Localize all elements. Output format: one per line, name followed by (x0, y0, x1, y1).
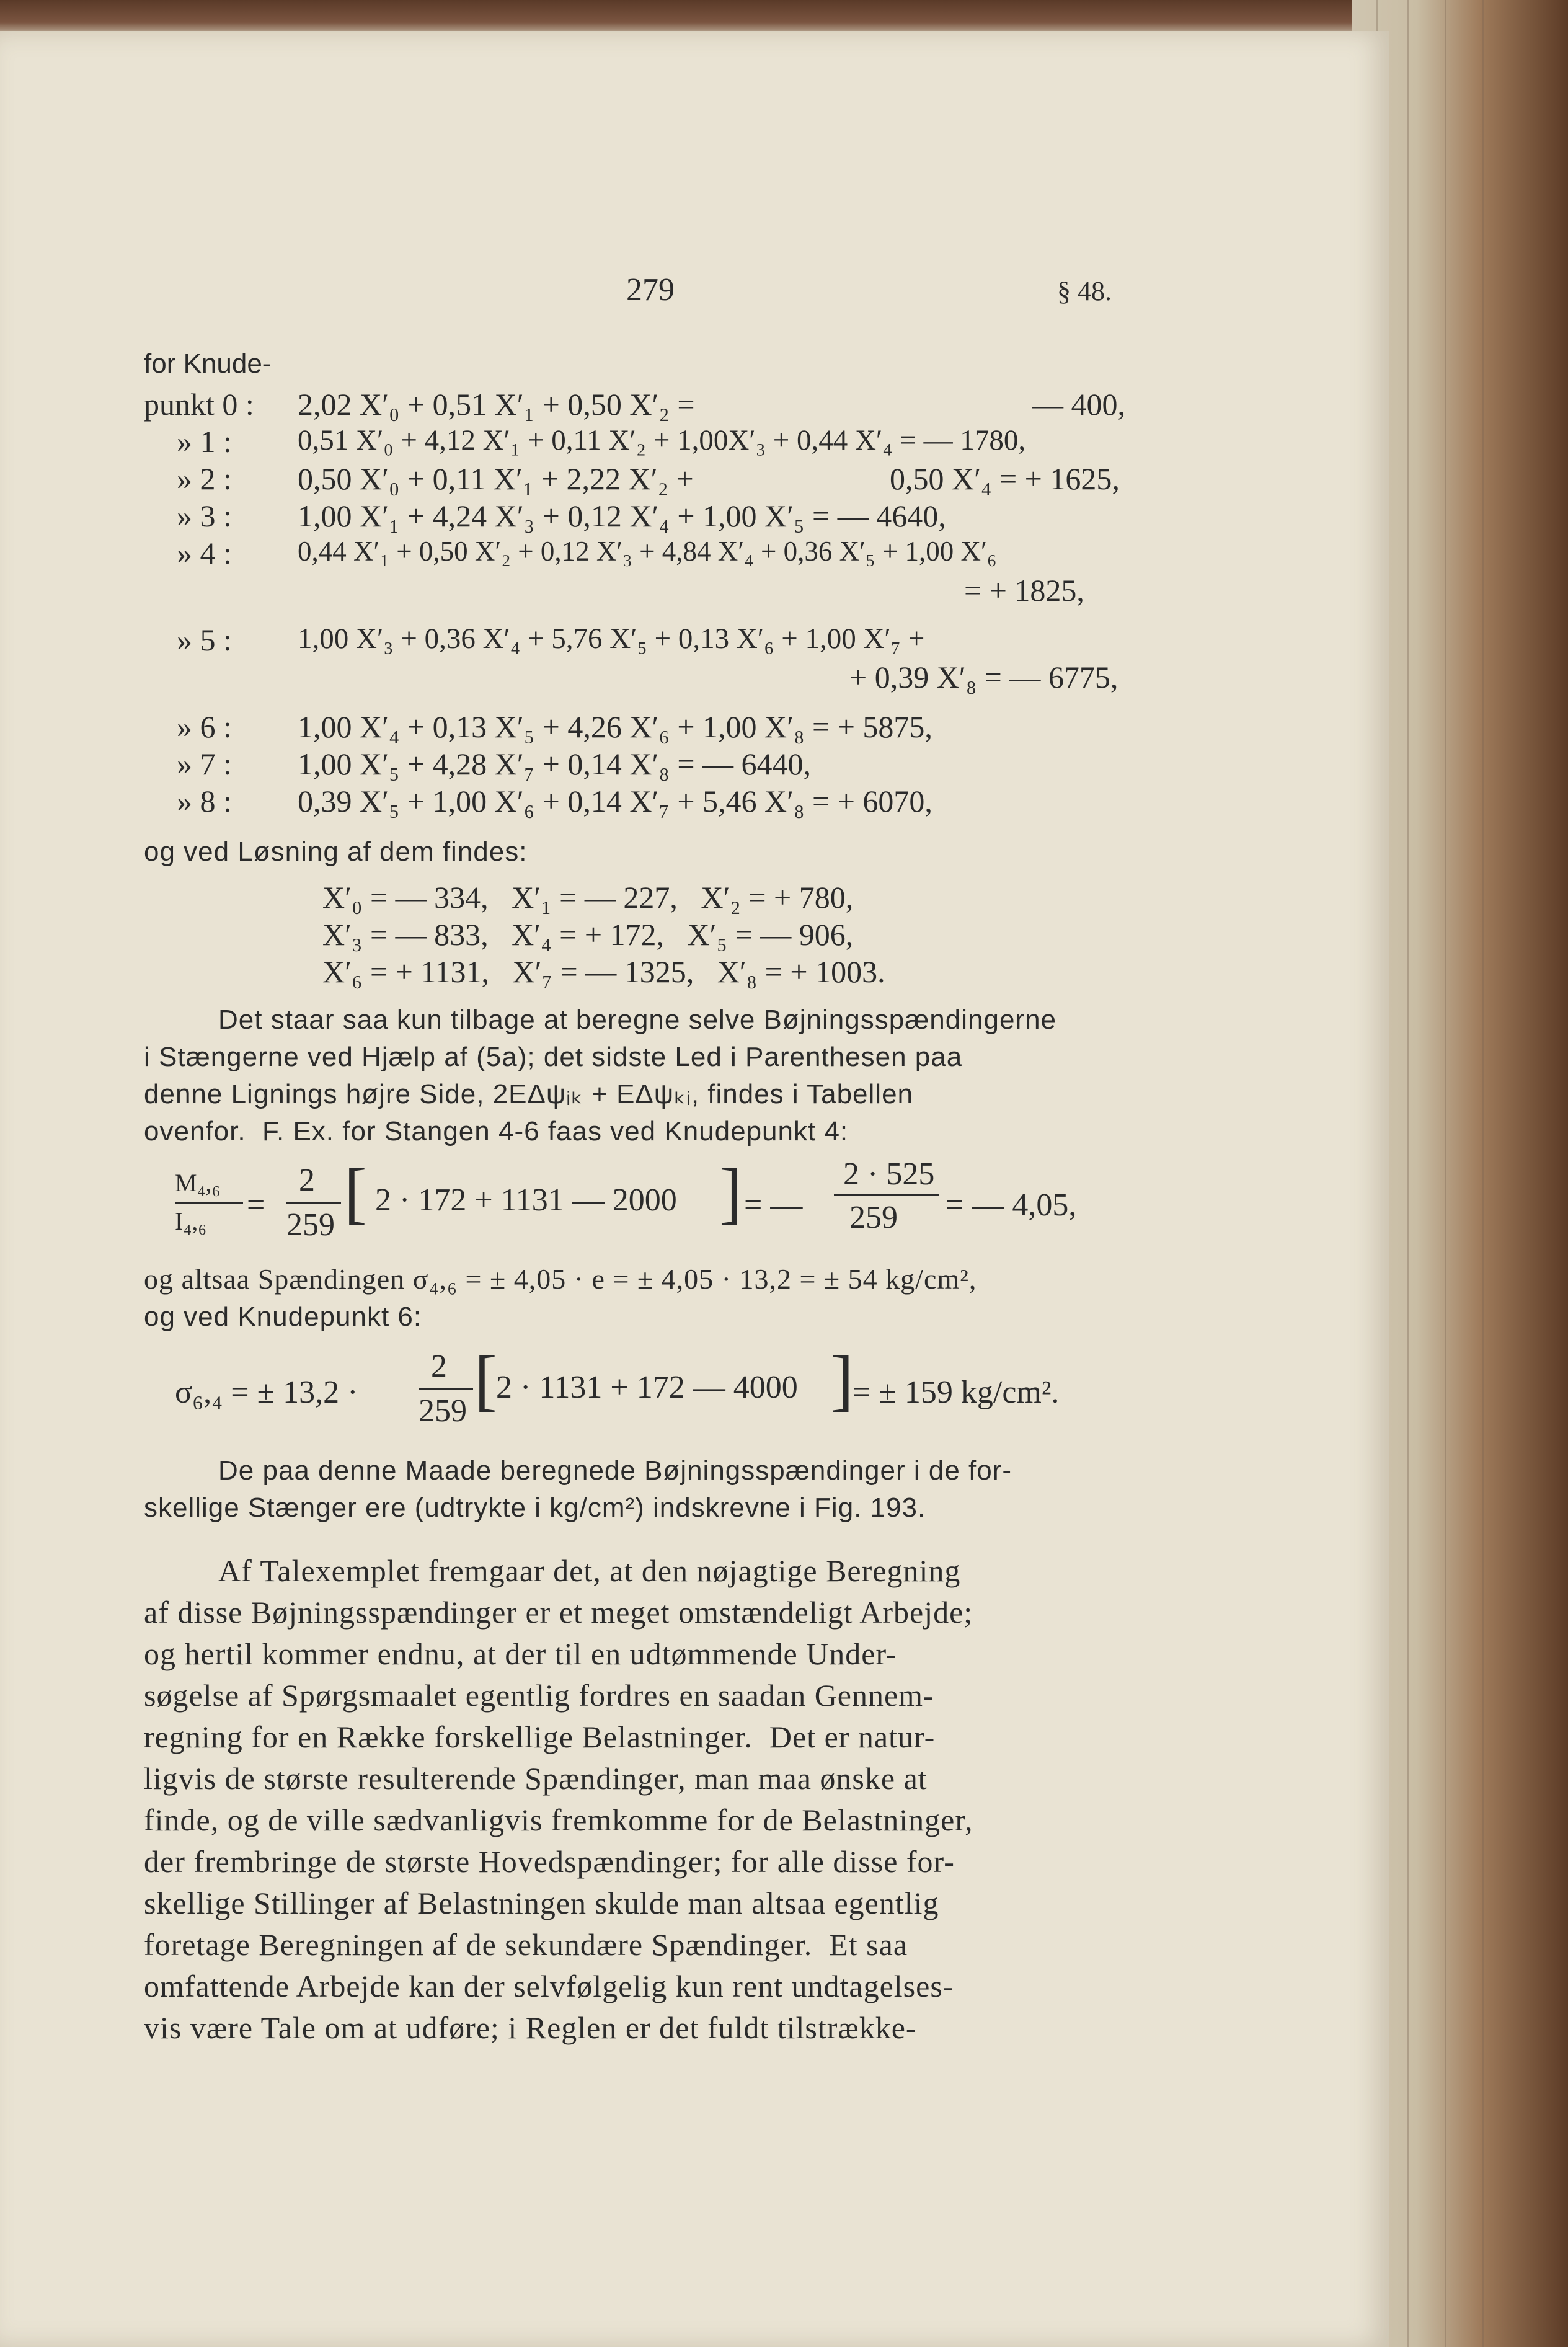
equals-sign: = (247, 1187, 265, 1223)
formula-middle: = — (744, 1187, 803, 1223)
paragraph-line: denne Lignings højre Side, 2EΔψᵢₖ + EΔψₖᵢ, findes i Tabellen (144, 1079, 914, 1109)
bracket-content: 2 · 172 + 1131 — 2000 (375, 1182, 677, 1218)
equation-row: 1,00 X′₃ + 0,36 X′₄ + 5,76 X′₅ + 0,13 X′₆ + 1,00 X′₇ + (298, 623, 925, 655)
equation-row: 1,00 X′₅ + 4,28 X′₇ + 0,14 X′₈ = — 6440, (298, 747, 812, 781)
fraction-bar (419, 1388, 473, 1390)
paragraph-line: ovenfor. F. Ex. for Stangen 4-6 faas ved Knudepunkt 4: (144, 1116, 849, 1147)
equation-row: 0,50 X′₀ + 0,11 X′₁ + 2,22 X′₂ + (298, 461, 694, 496)
equation-row: 0,51 X′₀ + 4,12 X′₁ + 0,11 X′₂ + 1,00X′₃ + 0,44 X′₄ = — 1780, (298, 424, 1026, 456)
equations-intro: for Knude- (144, 348, 272, 379)
equation-rhs: + 0,39 X′₈ = — 6775, (849, 660, 1118, 694)
section-number: § 48. (1057, 276, 1112, 306)
solutions-intro: og ved Løsning af dem findes: (144, 836, 528, 867)
solution-row: X′₃ = — 833, X′₄ = + 172, X′₅ = — 906, (322, 917, 854, 952)
equation-label: » 7 : (177, 747, 232, 781)
right-bracket: ] (831, 1342, 854, 1418)
paragraph-line: Det staar saa kun tilbage at beregne selve Bøjningsspændingerne (218, 1005, 1057, 1035)
equation-label: » 5 : (177, 623, 232, 657)
bracket-content: 2 · 1131 + 172 — 4000 (496, 1370, 798, 1405)
equation-row: 1,00 X′₁ + 4,24 X′₃ + 0,12 X′₄ + 1,00 X′₅ = — 4640, (298, 499, 946, 533)
fraction-denominator: 259 (419, 1393, 467, 1429)
paragraph-line: der frembringe de største Hovedspændinger; for alle disse for- (144, 1844, 955, 1879)
paragraph-line: De paa denne Maade beregnede Bøjningsspændinger i de for- (218, 1455, 1012, 1486)
paragraph-line: skellige Stænger ere (udtrykte i kg/cm²) indskrevne i Fig. 193. (144, 1493, 926, 1523)
paragraph-line: og hertil kommer endnu, at der til en udtømmende Under- (144, 1636, 897, 1671)
equation-row: 1,00 X′₄ + 0,13 X′₅ + 4,26 X′₆ + 1,00 X′₈ = + 5875, (298, 709, 932, 744)
book-page (0, 31, 1389, 2347)
equation-label: » 6 : (177, 709, 232, 744)
paragraph-line: finde, og de ville sædvanligvis fremkomme for de Belastninger, (144, 1803, 973, 1837)
equation-rhs: 0,50 X′₄ = + 1625, (890, 461, 1120, 496)
formula-lhs: σ₆,₄ = ± 13,2 · (175, 1375, 358, 1410)
paragraph-line: regning for en Række forskellige Belastninger. Det er natur- (144, 1719, 936, 1754)
stress-line: og altsaa Spændingen σ₄,₆ = ± 4,05 · e = ± 4,05 · 13,2 = ± 54 kg/cm², (144, 1263, 977, 1295)
equation-label: » 2 : (177, 461, 232, 496)
equation-label: » 3 : (177, 499, 232, 533)
paragraph-line: Af Talexemplet fremgaar det, at den nøjagtige Beregning (218, 1553, 961, 1588)
fraction-numerator: 2 · 525 (843, 1156, 935, 1192)
fraction-numerator: 2 (431, 1349, 447, 1384)
left-bracket: [ (344, 1155, 367, 1230)
fraction-bar (175, 1202, 243, 1204)
solution-row: X′₆ = + 1131, X′₇ = — 1325, X′₈ = + 1003. (322, 954, 885, 989)
paragraph-line: søgelse af Spørgsmaalet egentlig fordres en saadan Gennem- (144, 1678, 934, 1713)
equation-row: 0,39 X′₅ + 1,00 X′₆ + 0,14 X′₇ + 5,46 X′₈ = + 6070, (298, 784, 932, 819)
equation-label: » 4 : (177, 536, 232, 570)
formula-lhs-numerator: M₄,₆ (175, 1169, 221, 1197)
solution-row: X′₀ = — 334, X′₁ = — 227, X′₂ = + 780, (322, 880, 854, 915)
fraction-bar (834, 1194, 939, 1196)
equation-rhs: = + 1825, (964, 573, 1084, 608)
formula-lhs-denominator: I₄,₆ (175, 1207, 207, 1235)
fraction-denominator: 259 (286, 1207, 335, 1243)
left-bracket: [ (474, 1342, 497, 1418)
paragraph-line: af disse Bøjningsspændinger er et meget omstændeligt Arbejde; (144, 1595, 973, 1630)
equation-label: punkt 0 : (144, 387, 254, 422)
fraction-numerator: 2 (299, 1163, 315, 1198)
paragraph-line: omfattende Arbejde kan der selvfølgelig kun rent undtagelses- (144, 1969, 954, 2003)
paragraph-line: ligvis de største resulterende Spændinger, man maa ønske at (144, 1761, 928, 1796)
equation-label: » 1 : (177, 424, 232, 459)
formula-result: = ± 159 kg/cm². (853, 1375, 1060, 1410)
formula-result: = — 4,05, (946, 1187, 1077, 1223)
paragraph-line: skellige Stillinger af Belastningen skulde man altsaa egentlig (144, 1886, 939, 1920)
fraction-denominator: 259 (849, 1200, 898, 1235)
equation-row: 0,44 X′₁ + 0,50 X′₂ + 0,12 X′₃ + 4,84 X′₄ + 0,36 X′₅ + 1,00 X′₆ (298, 536, 997, 567)
paragraph-line: foretage Beregningen af de sekundære Spændinger. Et saa (144, 1927, 908, 1962)
equation-row: 2,02 X′₀ + 0,51 X′₁ + 0,50 X′₂ = (298, 387, 695, 422)
paragraph-line: vis være Tale om at udføre; i Reglen er det fuldt tilstrække- (144, 2010, 917, 2045)
right-bracket: ] (719, 1155, 742, 1230)
node-line: og ved Knudepunkt 6: (144, 1302, 422, 1332)
equation-rhs: — 400, (1032, 387, 1125, 422)
fraction-bar (286, 1202, 341, 1204)
page-number: 279 (626, 272, 675, 308)
paragraph-line: i Stængerne ved Hjælp af (5a); det sidste Led i Parenthesen paa (144, 1042, 963, 1072)
equation-label: » 8 : (177, 784, 232, 819)
